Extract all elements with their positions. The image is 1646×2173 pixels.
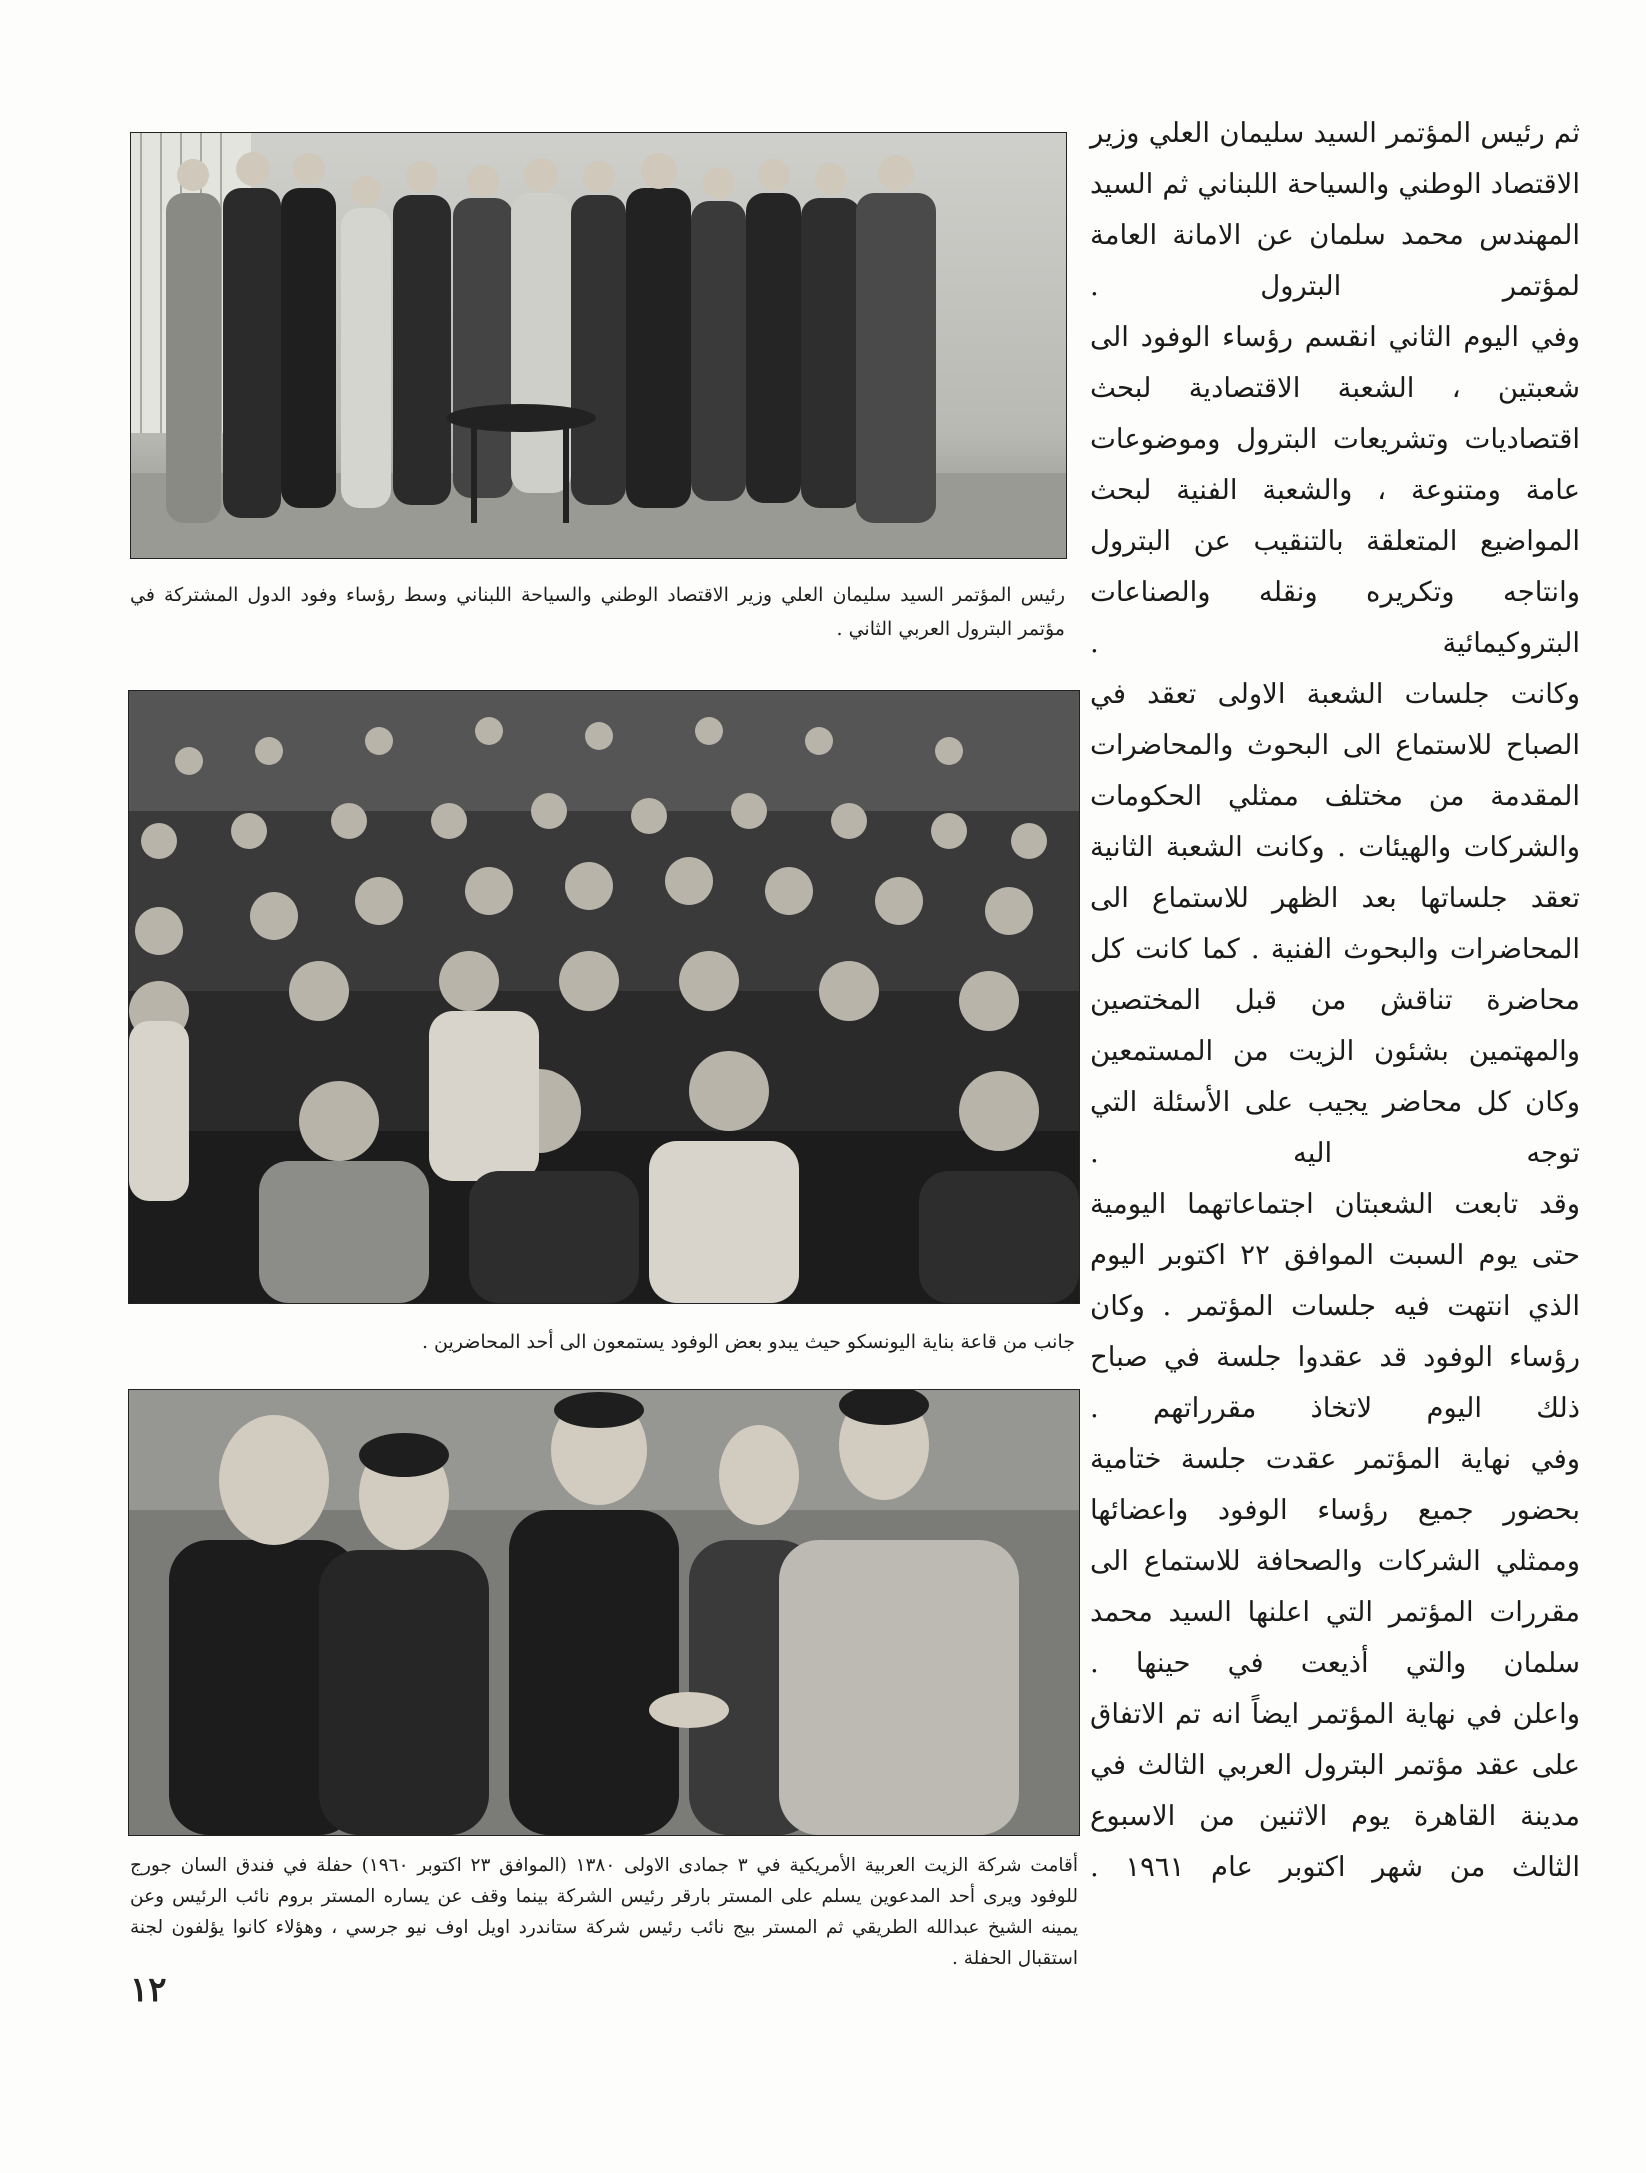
photo-2-caption: جانب من قاعة بناية اليونسكو حيث يبدو بعض الوفود يستمعون الى أحد المحاضرين .: [421, 1331, 1075, 1353]
article-paragraph-3: وكانت جلسات الشعبة الاولى تعقد في الصباح للاستماع الى البحوث والمحاضرات المقدمة من مختلف ممثلي الحكومات والشركات والهيئات . وكانت الشعبة الثانية تعقد جلساتها بعد الظهر للاستماع الى المحاضرات والبحوث الفنية . كما كانت كل محاضرة تناقش من قبل المختصين والمهتمين بشئون الزيت من المستمعين وكان كل محاضر يجيب على الأسئلة التي توجه اليه .: [1090, 678, 1580, 1169]
article-paragraph-5: وفي نهاية المؤتمر عقدت جلسة ختامية بحضور جميع رؤساء الوفود واعضائها وممثلي الشركات والصحافة للاستماع الى مقررات المؤتمر التي اعلنها السيد محمد سلمان والتي أذيعت في حينها .: [1090, 1443, 1580, 1679]
article-column: [1090, 108, 1580, 1893]
article-paragraph-4: وقد تابعت الشعبتان اجتماعاتهما اليومية حتى يوم السبت الموافق ٢٢ اكتوبر اليوم الذي انتهت فيه جلسات المؤتمر . وكان رؤساء الوفود قد عقدوا جلسة في صباح ذلك اليوم لاتخاذ مقرراتهم .: [1090, 1188, 1580, 1424]
conference-audience-photo: [128, 690, 1080, 1304]
article-paragraph-6: واعلن في نهاية المؤتمر ايضاً انه تم الاتفاق على عقد مؤتمر البترول العربي الثالث في مدينة القاهرة يوم الاثنين من الاسبوع الثالث من شهر اكتوبر عام ١٩٦١ .: [1090, 1698, 1580, 1883]
reception-handshake-photo: [128, 1389, 1080, 1836]
page-number: ١٢: [130, 1970, 167, 2010]
photo-3-caption: أقامت شركة الزيت العربية الأمريكية في ٣ جمادى الاولى ١٣٨٠ (الموافق ٢٣ اكتوبر ١٩٦٠) حفلة في فندق السان جورج للوفود ويرى أحد المدعوين يسلم على المستر بارقر رئيس الشركة بينما وقف عن يساره المستر بروم نائب الرئيس وعن يمينه الشيخ عبدالله الطريقي ثم المستر بيج نائب رئيس شركة ستاندرد اويل اوف نيو جرسي ، وهؤلاء كانوا يؤلفون لجنة استقبال الحفلة .: [130, 1855, 1078, 1969]
article-paragraph-1: ثم رئيس المؤتمر السيد سليمان العلي وزير الاقتصاد الوطني والسياحة اللبناني ثم السيد المهندس محمد سلمان عن الامانة العامة لمؤتمر البترول .: [1090, 117, 1580, 302]
photo-1-caption: رئيس المؤتمر السيد سليمان العلي وزير الاقتصاد الوطني والسياحة اللبناني وسط رؤساء وفود الدول المشتركة في مؤتمر البترول العربي الثاني .: [130, 584, 1065, 640]
delegation-heads-photo: [130, 132, 1067, 559]
article-paragraph-2: وفي اليوم الثاني انقسم رؤساء الوفود الى شعبتين ، الشعبة الاقتصادية لبحث اقتصاديات وتشريعات البترول وموضوعات عامة ومتنوعة ، والشعبة الفنية لبحث المواضيع المتعلقة بالتنقيب عن البترول وانتاجه وتكريره ونقله والصناعات البتروكيمائية .: [1090, 321, 1580, 659]
